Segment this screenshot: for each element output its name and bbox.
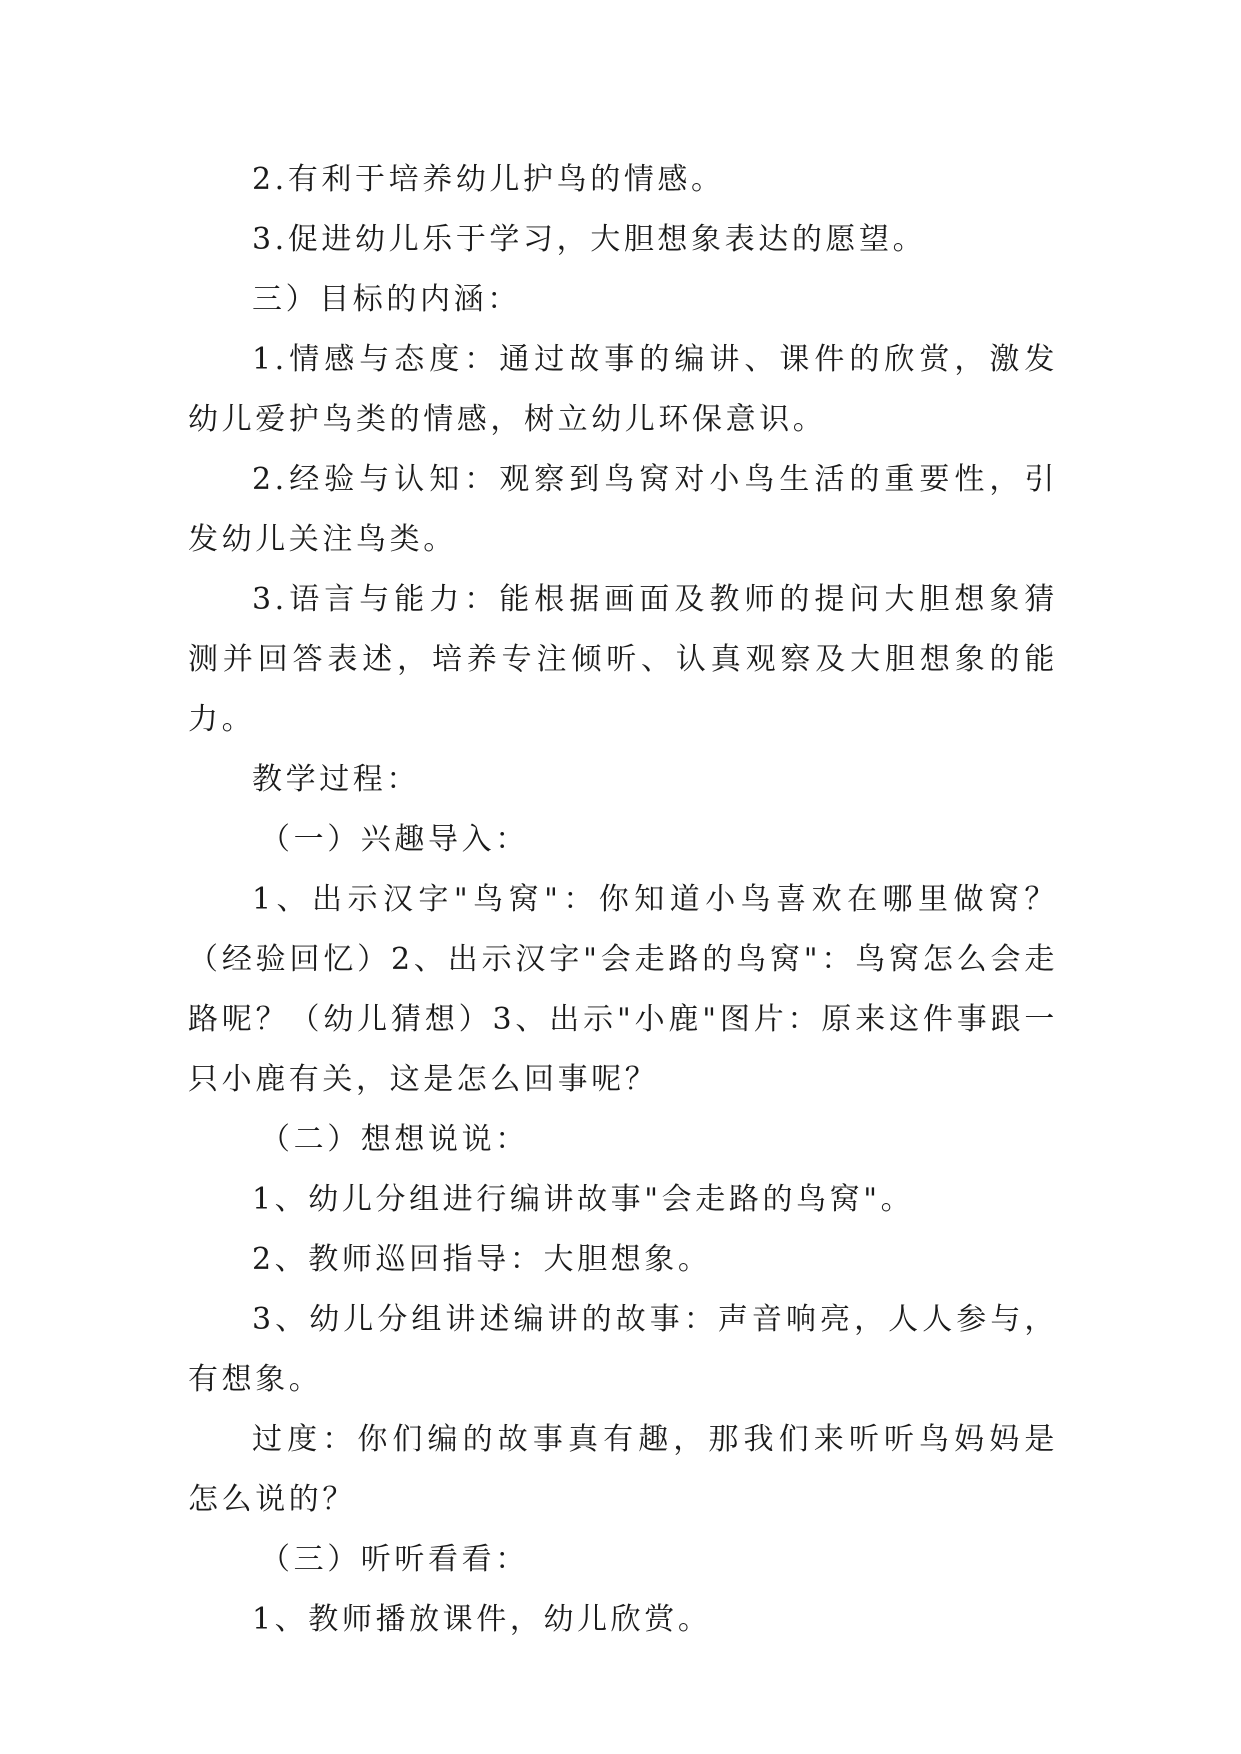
subheading-think-and-say: （二）想想说说： <box>260 1122 529 1157</box>
paragraph-experience-cognition: 2.经验与认知：观察到鸟窝对小鸟生活的重要性，引发幼儿关注鸟类。 <box>188 462 1058 557</box>
paragraph-play-courseware: 1、教师播放课件，幼儿欣赏。 <box>252 1602 712 1637</box>
paragraph-language-ability: 3.语言与能力：能根据画面及教师的提问大胆想象猜测并回答表述，培养专注倾听、认真观察及大胆想象的能力。 <box>188 582 1058 737</box>
paragraph-emotion-attitude: 1.情感与态度：通过故事的编讲、课件的欣赏，激发幼儿爱护鸟类的情感，树立幼儿环保意识。 <box>188 342 1058 437</box>
paragraph-group-storytelling: 1、幼儿分组进行编讲故事"会走路的鸟窝"。 <box>252 1182 915 1217</box>
paragraph-transition: 过度：你们编的故事真有趣，那我们来听听鸟妈妈是怎么说的？ <box>188 1422 1058 1517</box>
paragraph-group-narration: 3、幼儿分组讲述编讲的故事：声音响亮，人人参与，有想象。 <box>188 1302 1058 1397</box>
paragraph-goal-3: 3.促进幼儿乐于学习，大胆想象表达的愿望。 <box>252 222 927 257</box>
section-heading-goal-meaning: 三）目标的内涵： <box>252 282 521 317</box>
paragraph-intro-steps: 1、出示汉字"鸟窝"：你知道小鸟喜欢在哪里做窝？（经验回忆）2、出示汉字"会走路的鸟窝"：鸟窝怎么会走路呢？（幼儿猜想）3、出示"小鹿"图片：原来这件事跟一只小鹿有关，这是怎么回事呢？ <box>188 882 1058 1097</box>
subheading-interest-intro: （一）兴趣导入： <box>260 822 529 857</box>
paragraph-goal-2: 2.有利于培养幼儿护鸟的情感。 <box>252 162 725 197</box>
paragraph-teacher-guidance: 2、教师巡回指导：大胆想象。 <box>252 1242 712 1277</box>
section-heading-teaching-process: 教学过程： <box>252 762 420 797</box>
subheading-listen-and-watch: （三）听听看看： <box>260 1542 529 1577</box>
document-body <box>188 150 1058 1650</box>
